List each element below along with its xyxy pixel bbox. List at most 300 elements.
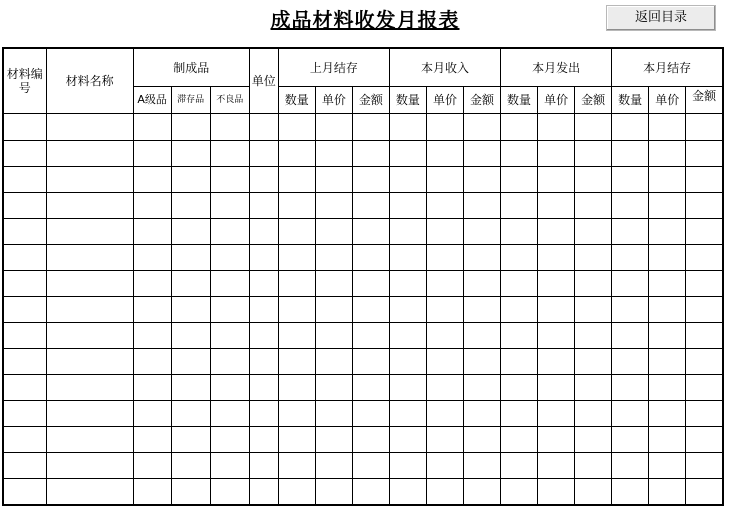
table-cell[interactable] [210,427,249,453]
table-cell[interactable] [278,114,315,141]
table-cell[interactable] [3,427,46,453]
table-cell[interactable] [612,479,649,506]
table-cell[interactable] [210,271,249,297]
table-cell[interactable] [575,114,612,141]
table-cell[interactable] [352,479,389,506]
table-cell[interactable] [463,219,500,245]
table-cell[interactable] [612,453,649,479]
table-cell[interactable] [501,141,538,167]
table-cell[interactable] [575,245,612,271]
header-last-qty: 数量 [278,87,315,114]
table-cell[interactable] [612,141,649,167]
table-row [3,453,723,479]
table-cell[interactable] [171,193,210,219]
table-cell[interactable] [649,271,686,297]
table-cell[interactable] [278,453,315,479]
table-cell[interactable] [352,245,389,271]
table-cell[interactable] [612,245,649,271]
table-cell[interactable] [249,167,278,193]
table-cell[interactable] [538,297,575,323]
table-cell[interactable] [501,114,538,141]
table-cell[interactable] [210,219,249,245]
table-cell[interactable] [426,245,463,271]
table-cell[interactable] [171,297,210,323]
table-cell[interactable] [501,427,538,453]
table-cell[interactable] [3,453,46,479]
header-balance-price: 单价 [649,87,686,114]
table-cell[interactable] [133,245,171,271]
table-cell[interactable] [501,245,538,271]
table-cell[interactable] [612,375,649,401]
table-cell[interactable] [649,219,686,245]
table-cell[interactable] [278,271,315,297]
table-cell[interactable] [133,297,171,323]
table-cell[interactable] [249,297,278,323]
table-cell[interactable] [352,271,389,297]
table-cell[interactable] [426,453,463,479]
table-cell[interactable] [612,349,649,375]
table-cell[interactable] [210,245,249,271]
table-cell[interactable] [352,375,389,401]
table-cell[interactable] [46,297,133,323]
table-cell[interactable] [389,167,426,193]
table-cell[interactable] [686,114,723,141]
table-cell[interactable] [3,323,46,349]
table-cell[interactable] [501,453,538,479]
table-cell[interactable] [686,479,723,506]
table-cell[interactable] [649,141,686,167]
table-cell[interactable] [575,427,612,453]
table-cell[interactable] [133,349,171,375]
table-cell[interactable] [46,453,133,479]
table-cell[interactable] [575,271,612,297]
table-cell[interactable] [649,401,686,427]
table-cell[interactable] [352,193,389,219]
table-cell[interactable] [278,193,315,219]
table-cell[interactable] [686,349,723,375]
table-cell[interactable] [278,297,315,323]
header-month-balance: 本月结存 [612,48,723,87]
table-cell[interactable] [278,141,315,167]
table-cell[interactable] [649,193,686,219]
table-cell[interactable] [538,193,575,219]
table-cell[interactable] [249,453,278,479]
table-cell[interactable] [426,271,463,297]
table-cell[interactable] [426,167,463,193]
table-cell[interactable] [686,141,723,167]
table-cell[interactable] [3,167,46,193]
table-cell[interactable] [133,141,171,167]
table-cell[interactable] [686,323,723,349]
table-cell[interactable] [210,167,249,193]
table-cell[interactable] [210,479,249,506]
table-cell[interactable] [389,297,426,323]
table-cell[interactable] [171,375,210,401]
table-cell[interactable] [352,167,389,193]
table-cell[interactable] [133,427,171,453]
table-cell[interactable] [575,375,612,401]
table-cell[interactable] [315,323,352,349]
table-cell[interactable] [3,193,46,219]
table-cell[interactable] [249,479,278,506]
table-cell[interactable] [389,114,426,141]
table-cell[interactable] [352,401,389,427]
table-cell[interactable] [575,349,612,375]
table-cell[interactable] [171,245,210,271]
table-cell[interactable] [3,141,46,167]
table-cell[interactable] [426,349,463,375]
table-row [3,167,723,193]
table-cell[interactable] [46,167,133,193]
table-cell[interactable] [612,167,649,193]
table-cell[interactable] [538,479,575,506]
table-cell[interactable] [575,401,612,427]
table-cell[interactable] [210,453,249,479]
table-cell[interactable] [501,375,538,401]
table-cell[interactable] [249,349,278,375]
table-cell[interactable] [575,167,612,193]
table-cell[interactable] [210,141,249,167]
table-cell[interactable] [249,219,278,245]
table-cell[interactable] [352,349,389,375]
table-cell[interactable] [463,427,500,453]
table-cell[interactable] [649,297,686,323]
table-cell[interactable] [278,401,315,427]
table-cell[interactable] [315,401,352,427]
table-cell[interactable] [649,375,686,401]
table-cell[interactable] [686,167,723,193]
table-cell[interactable] [278,167,315,193]
table-cell[interactable] [315,349,352,375]
table-cell[interactable] [210,193,249,219]
table-cell[interactable] [389,453,426,479]
table-cell[interactable] [612,114,649,141]
table-cell[interactable] [133,401,171,427]
table-cell[interactable] [463,479,500,506]
table-cell[interactable] [426,479,463,506]
table-cell[interactable] [463,271,500,297]
table-cell[interactable] [210,114,249,141]
table-cell[interactable] [3,349,46,375]
table-cell[interactable] [171,141,210,167]
table-cell[interactable] [463,167,500,193]
table-cell[interactable] [46,375,133,401]
header-finished-goods: 制成品 [133,48,249,87]
table-cell[interactable] [133,479,171,506]
table-cell[interactable] [389,323,426,349]
table-cell[interactable] [249,427,278,453]
table-cell[interactable] [575,193,612,219]
table-cell[interactable] [46,141,133,167]
table-cell[interactable] [278,349,315,375]
table-cell[interactable] [538,349,575,375]
table-cell[interactable] [426,375,463,401]
table-cell[interactable] [249,375,278,401]
table-cell[interactable] [501,167,538,193]
table-cell[interactable] [278,427,315,453]
table-cell[interactable] [426,297,463,323]
report-table [2,47,724,506]
table-row [3,271,723,297]
table-cell[interactable] [538,114,575,141]
table-cell[interactable] [649,245,686,271]
table-cell[interactable] [538,219,575,245]
table-cell[interactable] [210,375,249,401]
return-to-index-button[interactable]: 返回目录 [606,5,716,31]
table-cell[interactable] [463,297,500,323]
table-cell[interactable] [315,375,352,401]
header-slow-moving: 滞存品 [171,87,210,114]
header-defective: 不良品 [210,87,249,114]
table-cell[interactable] [46,193,133,219]
table-row [3,401,723,427]
table-cell[interactable] [3,297,46,323]
table-cell[interactable] [210,297,249,323]
table-cell[interactable] [538,141,575,167]
table-cell[interactable] [426,427,463,453]
table-cell[interactable] [3,271,46,297]
table-cell[interactable] [389,349,426,375]
table-cell[interactable] [389,427,426,453]
table-cell[interactable] [463,349,500,375]
table-cell[interactable] [501,193,538,219]
table-cell[interactable] [389,479,426,506]
table-cell[interactable] [649,323,686,349]
table-cell[interactable] [352,427,389,453]
table-cell[interactable] [278,323,315,349]
table-cell[interactable] [501,401,538,427]
header-income-amount: 金额 [463,87,500,114]
table-cell[interactable] [463,114,500,141]
table-cell[interactable] [171,219,210,245]
table-cell[interactable] [3,401,46,427]
table-cell[interactable] [649,349,686,375]
table-cell[interactable] [315,427,352,453]
table-cell[interactable] [686,245,723,271]
table-cell[interactable] [315,245,352,271]
table-cell[interactable] [352,114,389,141]
table-cell[interactable] [3,245,46,271]
table-cell[interactable] [612,297,649,323]
table-cell[interactable] [649,427,686,453]
table-cell[interactable] [278,479,315,506]
table-cell[interactable] [171,114,210,141]
table-cell[interactable] [315,297,352,323]
table-cell[interactable] [612,219,649,245]
table-cell[interactable] [389,141,426,167]
table-cell[interactable] [3,375,46,401]
table-cell[interactable] [46,271,133,297]
header-balance-amount: 金额 [686,87,723,114]
table-cell[interactable] [278,375,315,401]
table-cell[interactable] [249,193,278,219]
table-cell[interactable] [463,245,500,271]
header-issue-price: 单价 [538,87,575,114]
table-row [3,193,723,219]
table-cell[interactable] [501,219,538,245]
table-cell[interactable] [501,349,538,375]
table-cell[interactable] [649,114,686,141]
table-cell[interactable] [538,245,575,271]
table-cell[interactable] [133,271,171,297]
table-cell[interactable] [612,401,649,427]
table-cell[interactable] [315,271,352,297]
table-cell[interactable] [538,401,575,427]
table-cell[interactable] [463,193,500,219]
table-cell[interactable] [315,453,352,479]
table-cell[interactable] [249,271,278,297]
header-a-grade: A级品 [133,87,171,114]
table-cell[interactable] [315,479,352,506]
table-cell[interactable] [315,219,352,245]
table-cell[interactable] [538,375,575,401]
table-cell[interactable] [133,219,171,245]
table-row [3,427,723,453]
table-cell[interactable] [501,479,538,506]
header-unit: 单位 [249,48,278,114]
table-cell[interactable] [501,323,538,349]
header-income-price: 单价 [426,87,463,114]
table-cell[interactable] [46,245,133,271]
table-cell[interactable] [538,453,575,479]
table-cell[interactable] [171,167,210,193]
table-cell[interactable] [426,114,463,141]
header-balance-qty: 数量 [612,87,649,114]
table-cell[interactable] [463,401,500,427]
table-cell[interactable] [315,193,352,219]
table-cell[interactable] [3,114,46,141]
table-cell[interactable] [210,401,249,427]
table-cell[interactable] [389,401,426,427]
table-cell[interactable] [352,453,389,479]
header-material-no: 材料编号 [3,48,46,114]
table-cell[interactable] [46,479,133,506]
table-cell[interactable] [575,297,612,323]
table-row [3,219,723,245]
table-cell[interactable] [133,323,171,349]
table-cell[interactable] [463,375,500,401]
table-cell[interactable] [133,375,171,401]
table-cell[interactable] [538,271,575,297]
table-cell[interactable] [575,323,612,349]
table-cell[interactable] [463,141,500,167]
table-cell[interactable] [575,453,612,479]
table-cell[interactable] [133,167,171,193]
table-cell[interactable] [426,323,463,349]
table-cell[interactable] [249,114,278,141]
table-cell[interactable] [278,245,315,271]
table-cell[interactable] [686,401,723,427]
table-row [3,479,723,506]
header-material-name: 材料名称 [46,48,133,114]
table-cell[interactable] [46,349,133,375]
table-cell[interactable] [249,323,278,349]
table-cell[interactable] [575,479,612,506]
table-cell[interactable] [171,349,210,375]
table-row [3,245,723,271]
table-cell[interactable] [171,323,210,349]
table-cell[interactable] [575,141,612,167]
table-cell[interactable] [171,271,210,297]
table-cell[interactable] [133,453,171,479]
table-cell[interactable] [686,297,723,323]
table-cell[interactable] [210,323,249,349]
table-cell[interactable] [249,141,278,167]
table-cell[interactable] [171,427,210,453]
table-cell[interactable] [46,401,133,427]
table-cell[interactable] [649,167,686,193]
table-cell[interactable] [389,193,426,219]
table-cell[interactable] [3,219,46,245]
table-cell[interactable] [538,427,575,453]
table-cell[interactable] [46,219,133,245]
table-cell[interactable] [352,297,389,323]
table-cell[interactable] [426,141,463,167]
table-cell[interactable] [463,453,500,479]
table-cell[interactable] [315,167,352,193]
table-cell[interactable] [315,141,352,167]
table-cell[interactable] [686,271,723,297]
table-cell[interactable] [210,349,249,375]
table-cell[interactable] [612,271,649,297]
table-cell[interactable] [46,427,133,453]
table-cell[interactable] [501,271,538,297]
table-cell[interactable] [463,323,500,349]
table-cell[interactable] [426,219,463,245]
table-cell[interactable] [278,219,315,245]
table-cell[interactable] [249,401,278,427]
table-cell[interactable] [171,453,210,479]
table-cell[interactable] [46,323,133,349]
header-issue-qty: 数量 [501,87,538,114]
table-cell[interactable] [686,427,723,453]
table-cell[interactable] [575,219,612,245]
table-cell[interactable] [352,323,389,349]
header-month-issue: 本月发出 [501,48,612,87]
table-cell[interactable] [612,323,649,349]
table-cell[interactable] [315,114,352,141]
table-cell[interactable] [501,297,538,323]
table-cell[interactable] [133,114,171,141]
table-cell[interactable] [686,453,723,479]
table-cell[interactable] [352,219,389,245]
table-cell[interactable] [426,193,463,219]
table-cell[interactable] [649,479,686,506]
table-cell[interactable] [249,245,278,271]
table-cell[interactable] [538,323,575,349]
table-cell[interactable] [389,375,426,401]
table-cell[interactable] [133,193,171,219]
table-cell[interactable] [686,219,723,245]
table-cell[interactable] [612,193,649,219]
table-cell[interactable] [352,141,389,167]
table-row [3,323,723,349]
table-cell[interactable] [3,479,46,506]
table-cell[interactable] [538,167,575,193]
table-cell[interactable] [686,193,723,219]
table-cell[interactable] [686,375,723,401]
table-cell[interactable] [649,453,686,479]
table-cell[interactable] [612,427,649,453]
table-cell[interactable] [171,479,210,506]
table-cell[interactable] [171,401,210,427]
table-cell[interactable] [389,219,426,245]
table-cell[interactable] [46,114,133,141]
table-cell[interactable] [426,401,463,427]
table-cell[interactable] [389,271,426,297]
table-row [3,297,723,323]
table-cell[interactable] [389,245,426,271]
